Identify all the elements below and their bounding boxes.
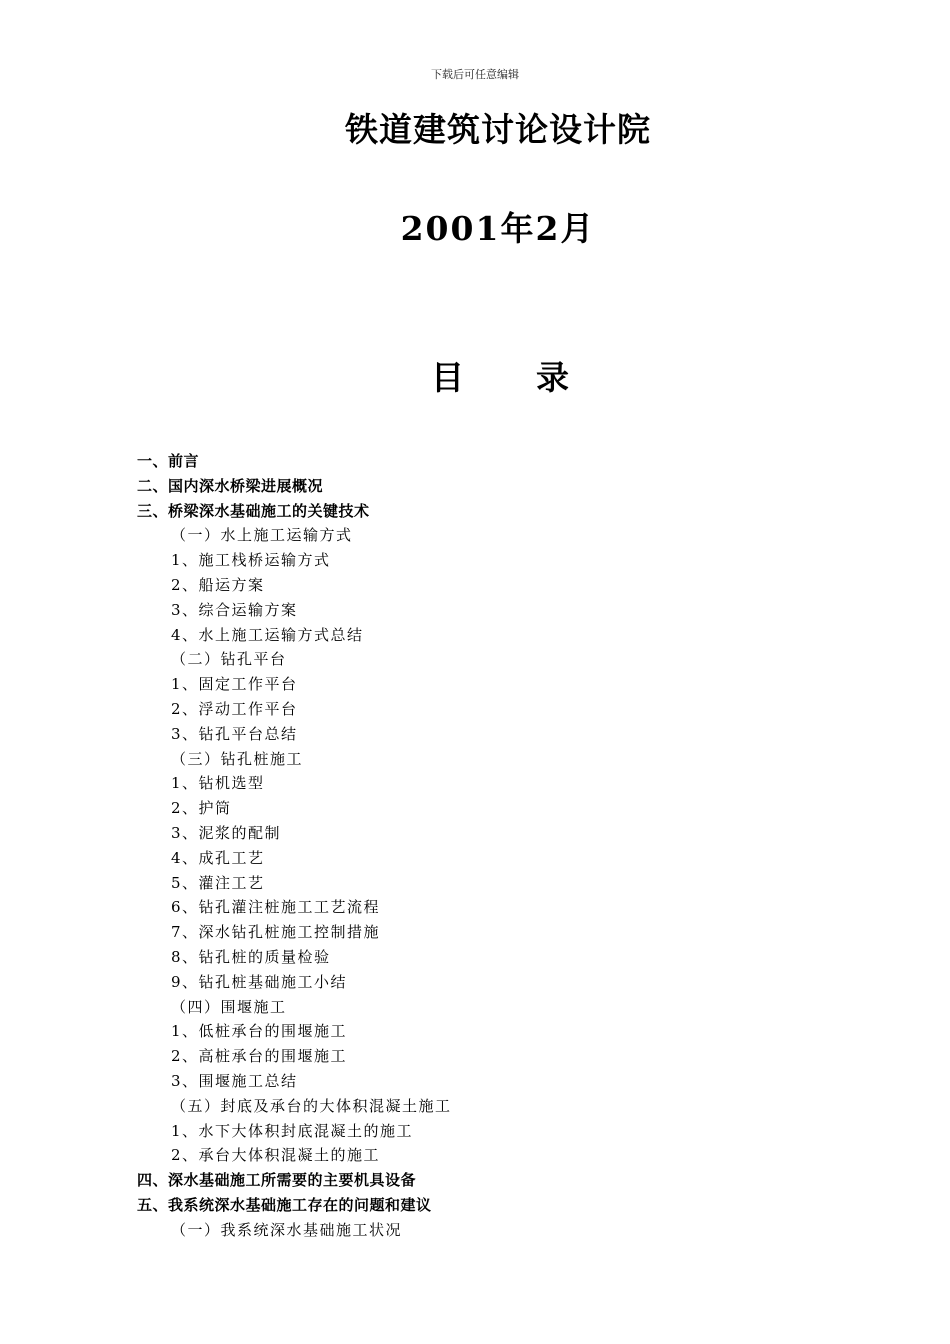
- toc-section-entry: 一、前言: [137, 452, 200, 470]
- toc-heading-char-2: 录: [536, 358, 569, 397]
- toc-item-entry: 5、灌注工艺: [171, 873, 265, 892]
- toc-item-entry: 1、施工栈桥运输方式: [171, 551, 331, 570]
- toc-item-entry: 1、水下大体积封底混凝土的施工: [171, 1121, 414, 1140]
- toc-item-entry: 8、钻孔桩的质量检验: [171, 947, 331, 966]
- document-date: 2001年2月: [400, 209, 596, 248]
- toc-item-entry: 2、高桩承台的围堰施工: [171, 1047, 348, 1066]
- table-of-contents: [137, 449, 837, 1243]
- toc-subsection-entry: （二）钻孔平台: [171, 650, 287, 669]
- toc-item-entry: 9、钻孔桩基础施工小结: [171, 972, 348, 991]
- toc-item-entry: 1、钻机选型: [171, 774, 265, 793]
- toc-item-entry: 4、成孔工艺: [171, 848, 265, 867]
- toc-subsection-entry: （五）封底及承台的大体积混凝土施工: [171, 1096, 452, 1115]
- toc-item-entry: 4、水上施工运输方式总结: [171, 625, 364, 644]
- toc-subsection-entry: （三）钻孔桩施工: [171, 749, 304, 768]
- toc-item-entry: 1、固定工作平台: [171, 675, 298, 694]
- toc-item-entry: 3、围堰施工总结: [171, 1071, 298, 1090]
- toc-item-entry: 2、承台大体积混凝土的施工: [171, 1146, 381, 1165]
- toc-subsection-entry: （四）围堰施工: [171, 997, 287, 1016]
- toc-item-entry: 2、浮动工作平台: [171, 699, 298, 718]
- toc-item-entry: 2、护筒: [171, 799, 232, 818]
- toc-item-entry: 3、泥浆的配制: [171, 823, 282, 842]
- toc-item-entry: 3、钻孔平台总结: [171, 724, 298, 743]
- organization-title: 铁道建筑讨论设计院: [345, 110, 651, 149]
- toc-subsection-entry: （一）水上施工运输方式: [171, 526, 353, 545]
- toc-item-entry: 1、低桩承台的围堰施工: [171, 1022, 348, 1041]
- toc-section-entry: 五、我系统深水基础施工存在的问题和建议: [137, 1195, 432, 1214]
- toc-item-entry: 2、船运方案: [171, 575, 265, 594]
- toc-item-entry: 7、深水钻孔桩施工控制措施: [171, 923, 381, 942]
- toc-section-entry: 四、深水基础施工所需要的主要机具设备: [137, 1171, 417, 1190]
- toc-item-entry: 6、钻孔灌注桩施工工艺流程: [171, 898, 381, 917]
- toc-heading: [0, 352, 950, 399]
- toc-section-entry: 二、国内深水桥梁进展概况: [137, 476, 324, 495]
- toc-heading-char-1: 目: [431, 358, 464, 397]
- toc-item-entry: 3、综合运输方案: [171, 600, 298, 619]
- toc-subsection-entry: （一）我系统深水基础施工状况: [171, 1220, 403, 1239]
- page-header-note: 下载后可任意编辑: [431, 68, 519, 81]
- toc-section-entry: 三、桥梁深水基础施工的关键技术: [137, 501, 370, 520]
